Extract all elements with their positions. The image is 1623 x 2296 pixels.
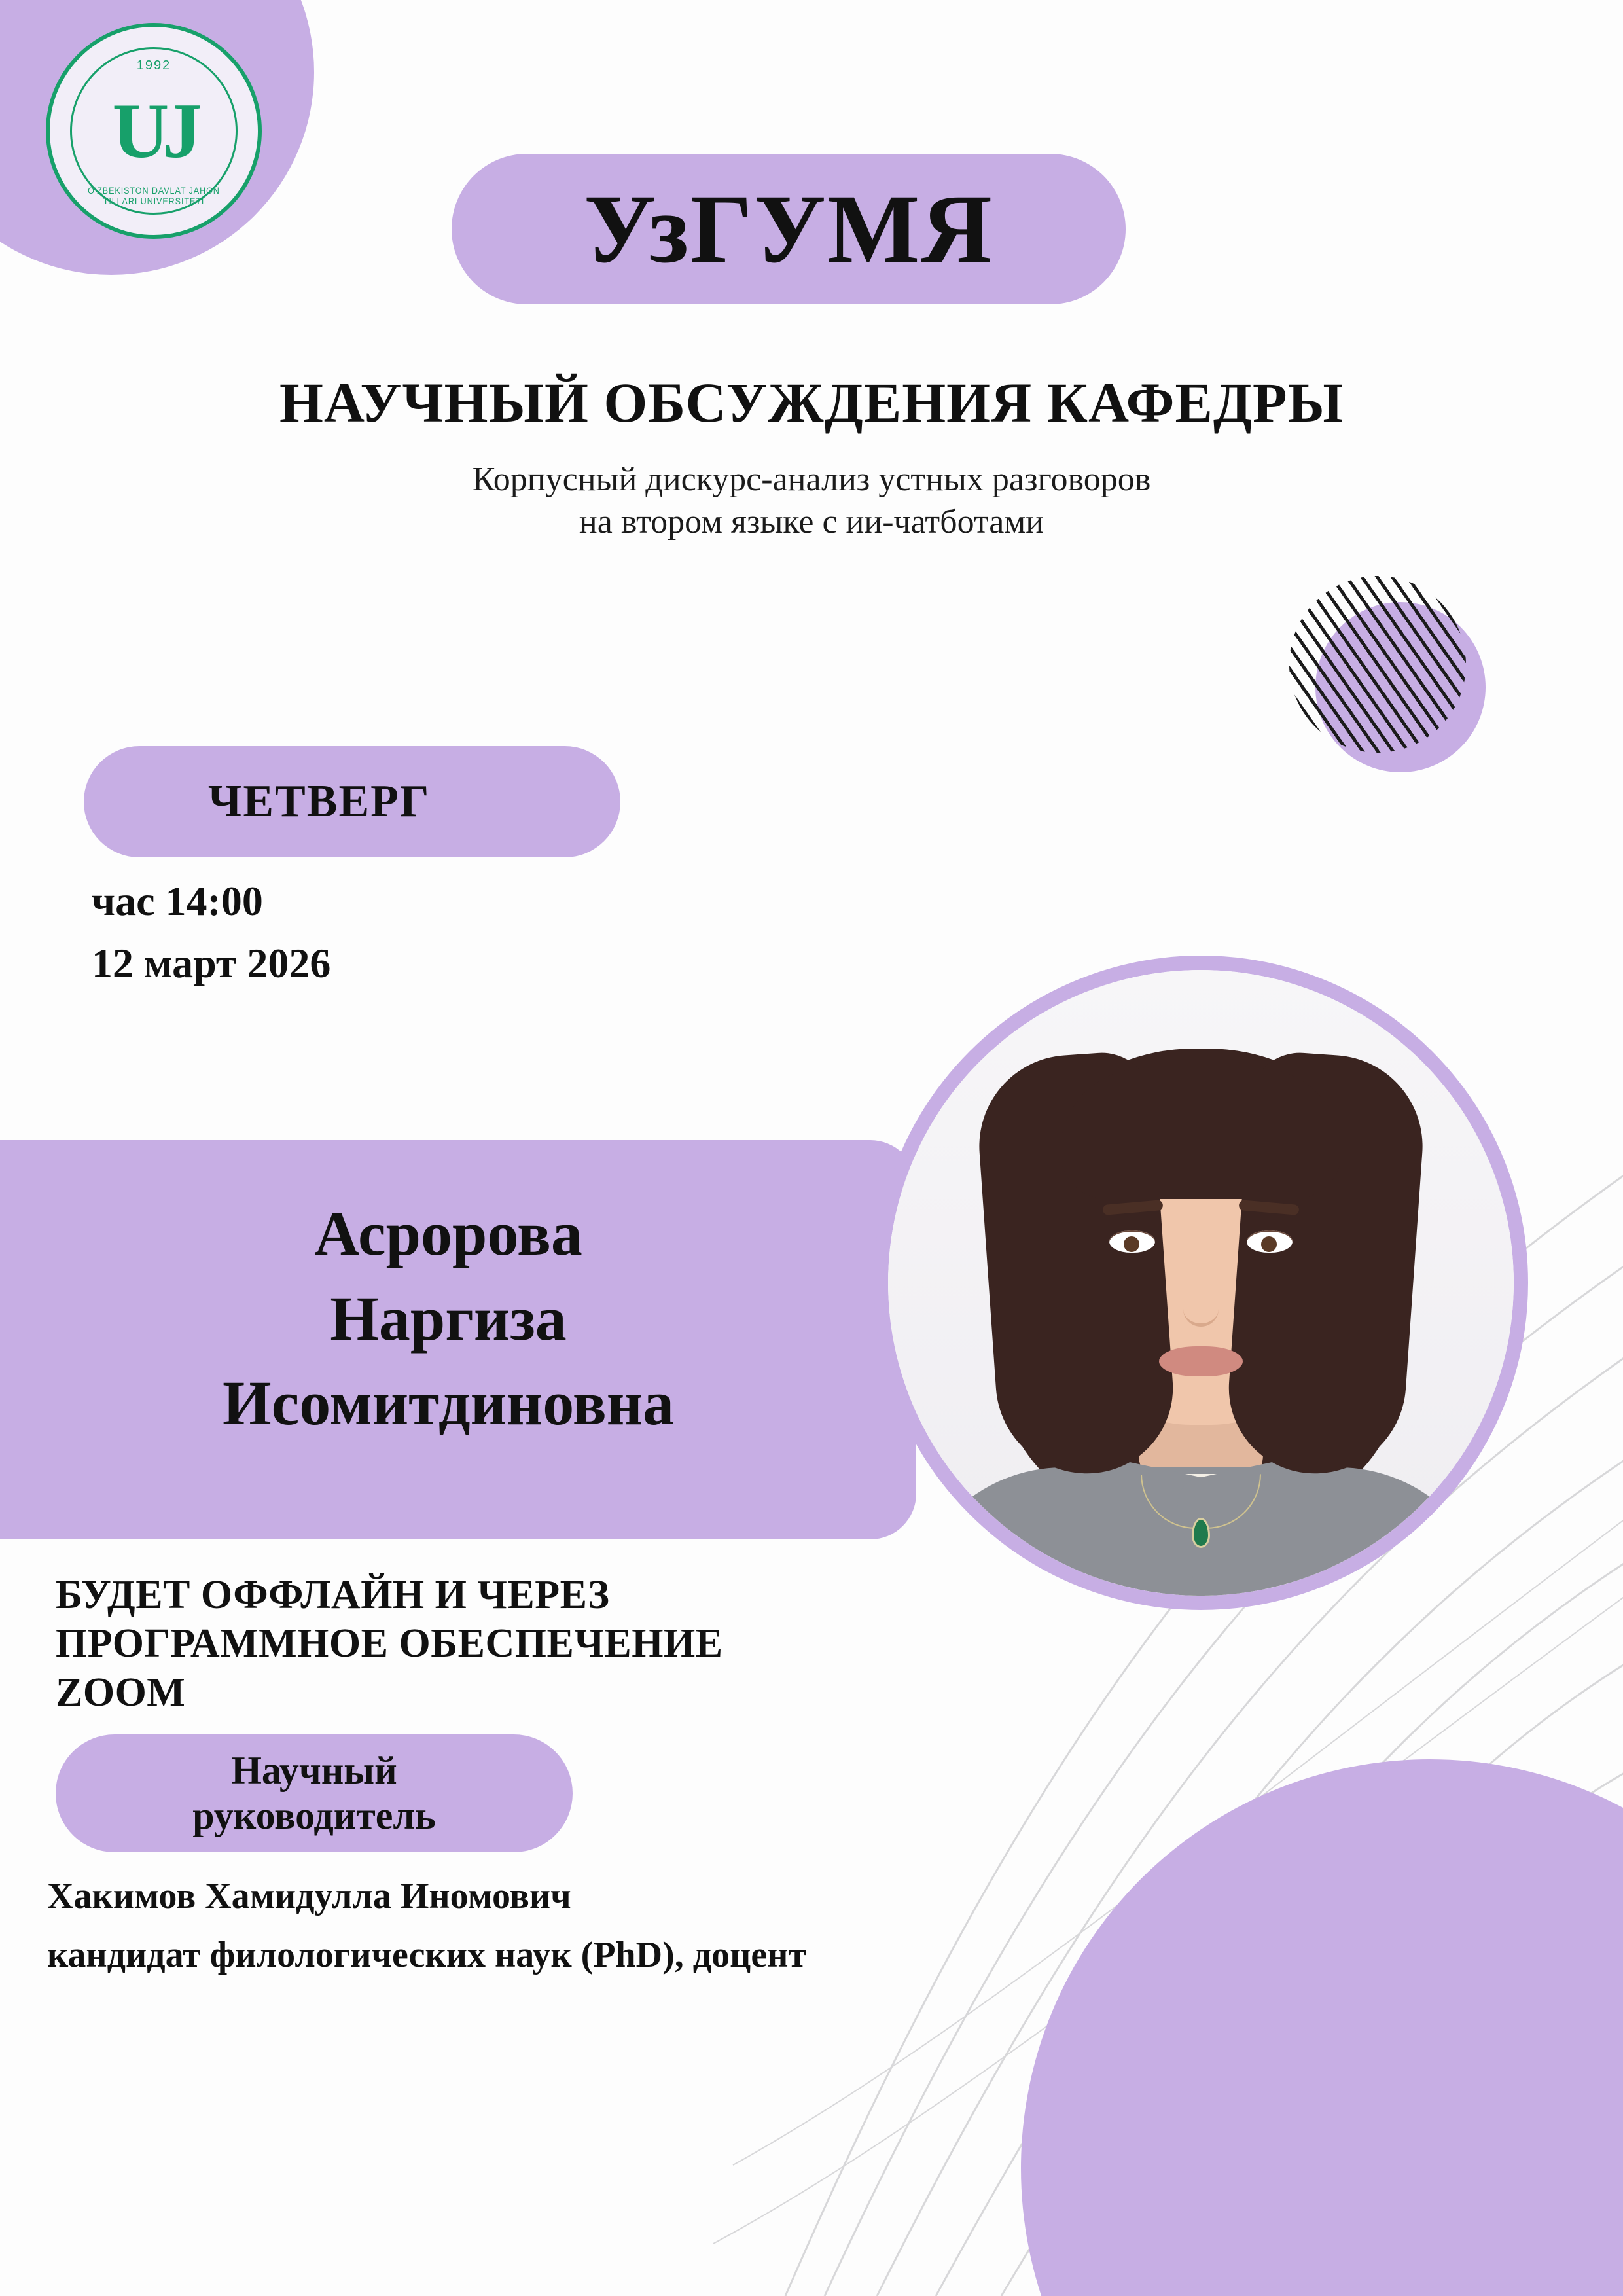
event-time: час 14:00 [92,878,263,924]
event-day: ЧЕТВЕРГ [208,776,431,827]
speaker-surname: Асророва [314,1198,582,1268]
speaker-firstname: Наргиза [330,1283,567,1354]
speaker-photo [874,956,1528,1610]
logo-monogram: UJ [112,87,196,174]
institution-title: УзГУМЯ [584,175,993,283]
logo-arc-text: O'ZBEKISTON DAVLAT JAHON TILLARI UNIVERSITETI [88,185,220,206]
event-heading: НАУЧНЫЙ ОБСУЖДЕНИЯ КАФЕДРЫ [279,371,1344,434]
event-format-line-3: ZOOM [56,1670,186,1715]
event-topic-line-2: на втором языке с ии-чатботами [579,503,1044,541]
event-day-pill [84,746,620,857]
decorative-striped-circle [1289,576,1486,772]
supervisor-label-line-1: Научный [231,1749,397,1792]
supervisor-label-pill [56,1734,573,1852]
institution-title-pill [452,154,1126,304]
speaker-patronymic: Исомитдиновна [223,1368,674,1439]
logo-year: 1992 [136,58,171,73]
event-format-line-1: БУДЕТ ОФФЛАЙН И ЧЕРЕЗ [56,1573,610,1617]
event-format [56,1571,972,1717]
event-topic-line-1: Корпусный дискурс-анализ устных разговоров [472,461,1151,498]
supervisor-name: Хакимов Хамидулла Иномович [47,1876,571,1916]
speaker-name [79,1191,818,1446]
supervisor-label-line-2: руководитель [192,1794,436,1837]
event-topic [249,458,1374,543]
supervisor-degree: кандидат филологических наук (PhD), доцент [47,1935,806,1975]
event-format-line-2: ПРОГРАММНОЕ ОБЕСПЕЧЕНИЕ [56,1621,723,1666]
university-logo [46,23,262,239]
event-date: 12 март 2026 [92,940,331,986]
